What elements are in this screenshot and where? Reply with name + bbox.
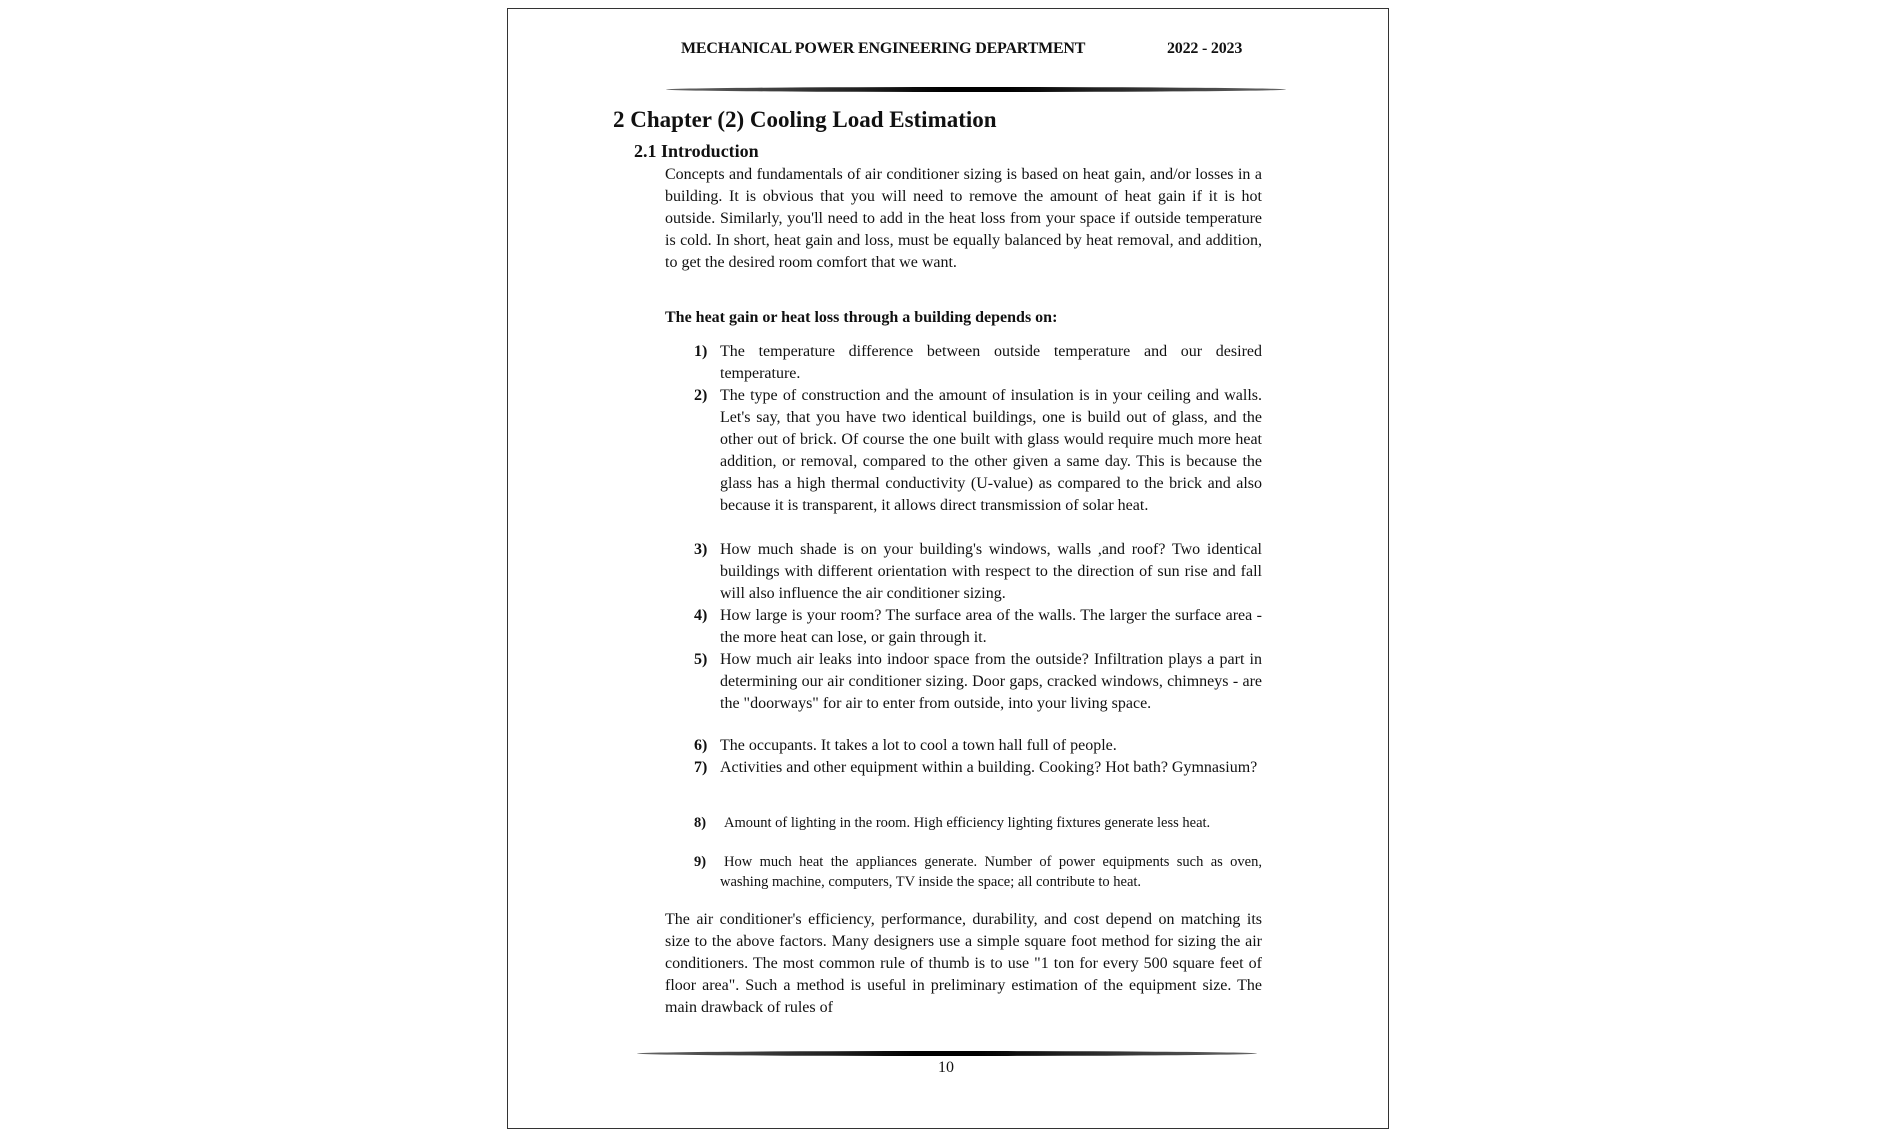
list-text: How much air leaks into indoor space from the outside? Infiltration plays a part in determining our air conditioner sizing. Door gaps, cracked windows, chimneys - are the "doorways" for air to enter from outside, into your living space.: [720, 651, 1262, 712]
list-item: [694, 605, 1262, 649]
list-number: 5): [694, 651, 708, 668]
header-rule: [666, 87, 1286, 92]
intro-paragraph: Concepts and fundamentals of air conditioner sizing is based on heat gain, and/or losses in a building. It is obvious that you will need to remove the amount of heat gain if it is hot outside. Similarly, you'll need to add in the heat loss from your space if outside temperature is cold. In short, heat gain and loss, must be equally balanced by heat removal, and addition, to get the desired room comfort that we want.: [665, 166, 1262, 271]
list-item: [694, 757, 1262, 779]
list-number: 2): [694, 387, 708, 404]
list-text: The type of construction and the amount of insulation is in your ceiling and walls. Let's say, that you have two identical buildings, one is build out of glass, and the other out of brick. Of course the one built with glass would require much more heat addition, or removal, compared to the other given a same day. This is because the glass has a high thermal conductivity (U-value) as compared to the brick and also because it is transparent, it allows direct transmission of solar heat.: [720, 387, 1262, 514]
list-item: [694, 385, 1262, 517]
list-text: Amount of lighting in the room. High efficiency lighting fixtures generate less heat.: [724, 815, 1211, 831]
list-item: [694, 539, 1262, 605]
page-number: 10: [938, 1059, 954, 1076]
list-number: 4): [694, 607, 708, 624]
footer-rule: [637, 1051, 1257, 1056]
list-heading: The heat gain or heat loss through a building depends on:: [665, 309, 1058, 326]
list-item: [694, 813, 1262, 833]
header-year: 2022 - 2023: [1167, 40, 1243, 57]
chapter-title: 2 Chapter (2) Cooling Load Estimation: [613, 107, 997, 132]
list-text: How much heat the appliances generate. Number of power equipments such as oven, washing machine, computers, TV inside the space; all contribute to heat.: [720, 854, 1262, 890]
list-item: [694, 341, 1262, 385]
list-text: The temperature difference between outside temperature and our desired temperature.: [720, 343, 1262, 382]
list-text: How much shade is on your building's windows, walls ,and roof? Two identical buildings with different orientation with respect to the direction of sun rise and fall will also influence the air conditioner sizing.: [720, 541, 1262, 602]
list-item: [694, 735, 1262, 757]
list-number: 9): [694, 854, 707, 870]
list-text: How large is your room? The surface area of the walls. The larger the surface area - the more heat can lose, or gain through it.: [720, 607, 1262, 646]
list-number: 8): [694, 815, 707, 831]
list-text: Activities and other equipment within a building. Cooking? Hot bath? Gymnasium?: [720, 759, 1258, 776]
list-text: The occupants. It takes a lot to cool a town hall full of people.: [720, 737, 1117, 754]
closing-paragraph: The air conditioner's efficiency, performance, durability, and cost depend on matching its size to the above factors. Many designers use a simple square foot method for sizing the air conditioners. The most common rule of thumb is to use "1 ton for every 500 square feet of floor area". Such a method is useful in preliminary estimation of the equipment size. The main drawback of rules of: [665, 911, 1262, 1016]
list-number: 6): [694, 737, 708, 754]
header-department: MECHANICAL POWER ENGINEERING DEPARTMENT: [681, 40, 1086, 57]
section-title: 2.1 Introduction: [634, 141, 759, 161]
list-item: [694, 649, 1262, 715]
list-number: 1): [694, 343, 708, 360]
list-number: 3): [694, 541, 708, 558]
list-number: 7): [694, 759, 708, 776]
list-item: [694, 852, 1262, 892]
